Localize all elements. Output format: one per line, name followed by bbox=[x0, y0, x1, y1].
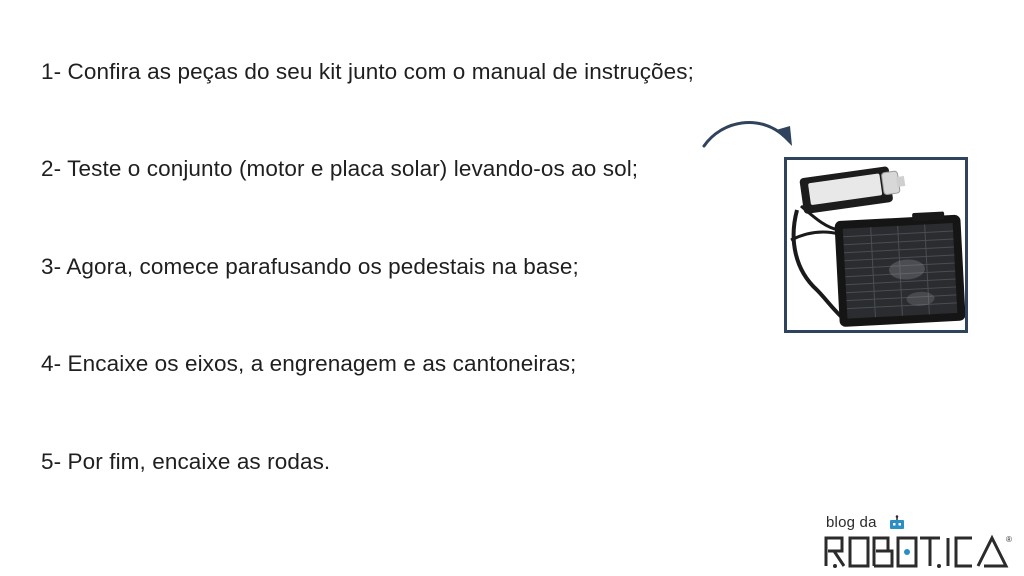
step-1: 1- Confira as peças do seu kit junto com o manual de instruções; bbox=[41, 59, 694, 84]
step-2: 2- Teste o conjunto (motor e placa solar) levando-os ao sol; bbox=[41, 156, 639, 181]
blog-da-robotica-logo bbox=[822, 512, 1012, 570]
instruction-list bbox=[41, 0, 801, 520]
step-4: 4- Encaixe os eixos, a engrenagem e as cantoneiras; bbox=[41, 351, 577, 376]
registered-mark: ® bbox=[1006, 535, 1012, 544]
motor-solar-panel-photo bbox=[784, 157, 968, 333]
step-5: 5- Por fim, encaixe as rodas. bbox=[41, 449, 331, 474]
step-3: 3- Agora, comece parafusando os pedestais na base; bbox=[41, 254, 579, 279]
logo-robotica-wordmark bbox=[822, 532, 1012, 568]
curved-arrow-icon bbox=[700, 112, 800, 162]
logo-small-text: blog da bbox=[826, 514, 877, 531]
robot-icon bbox=[888, 515, 906, 531]
